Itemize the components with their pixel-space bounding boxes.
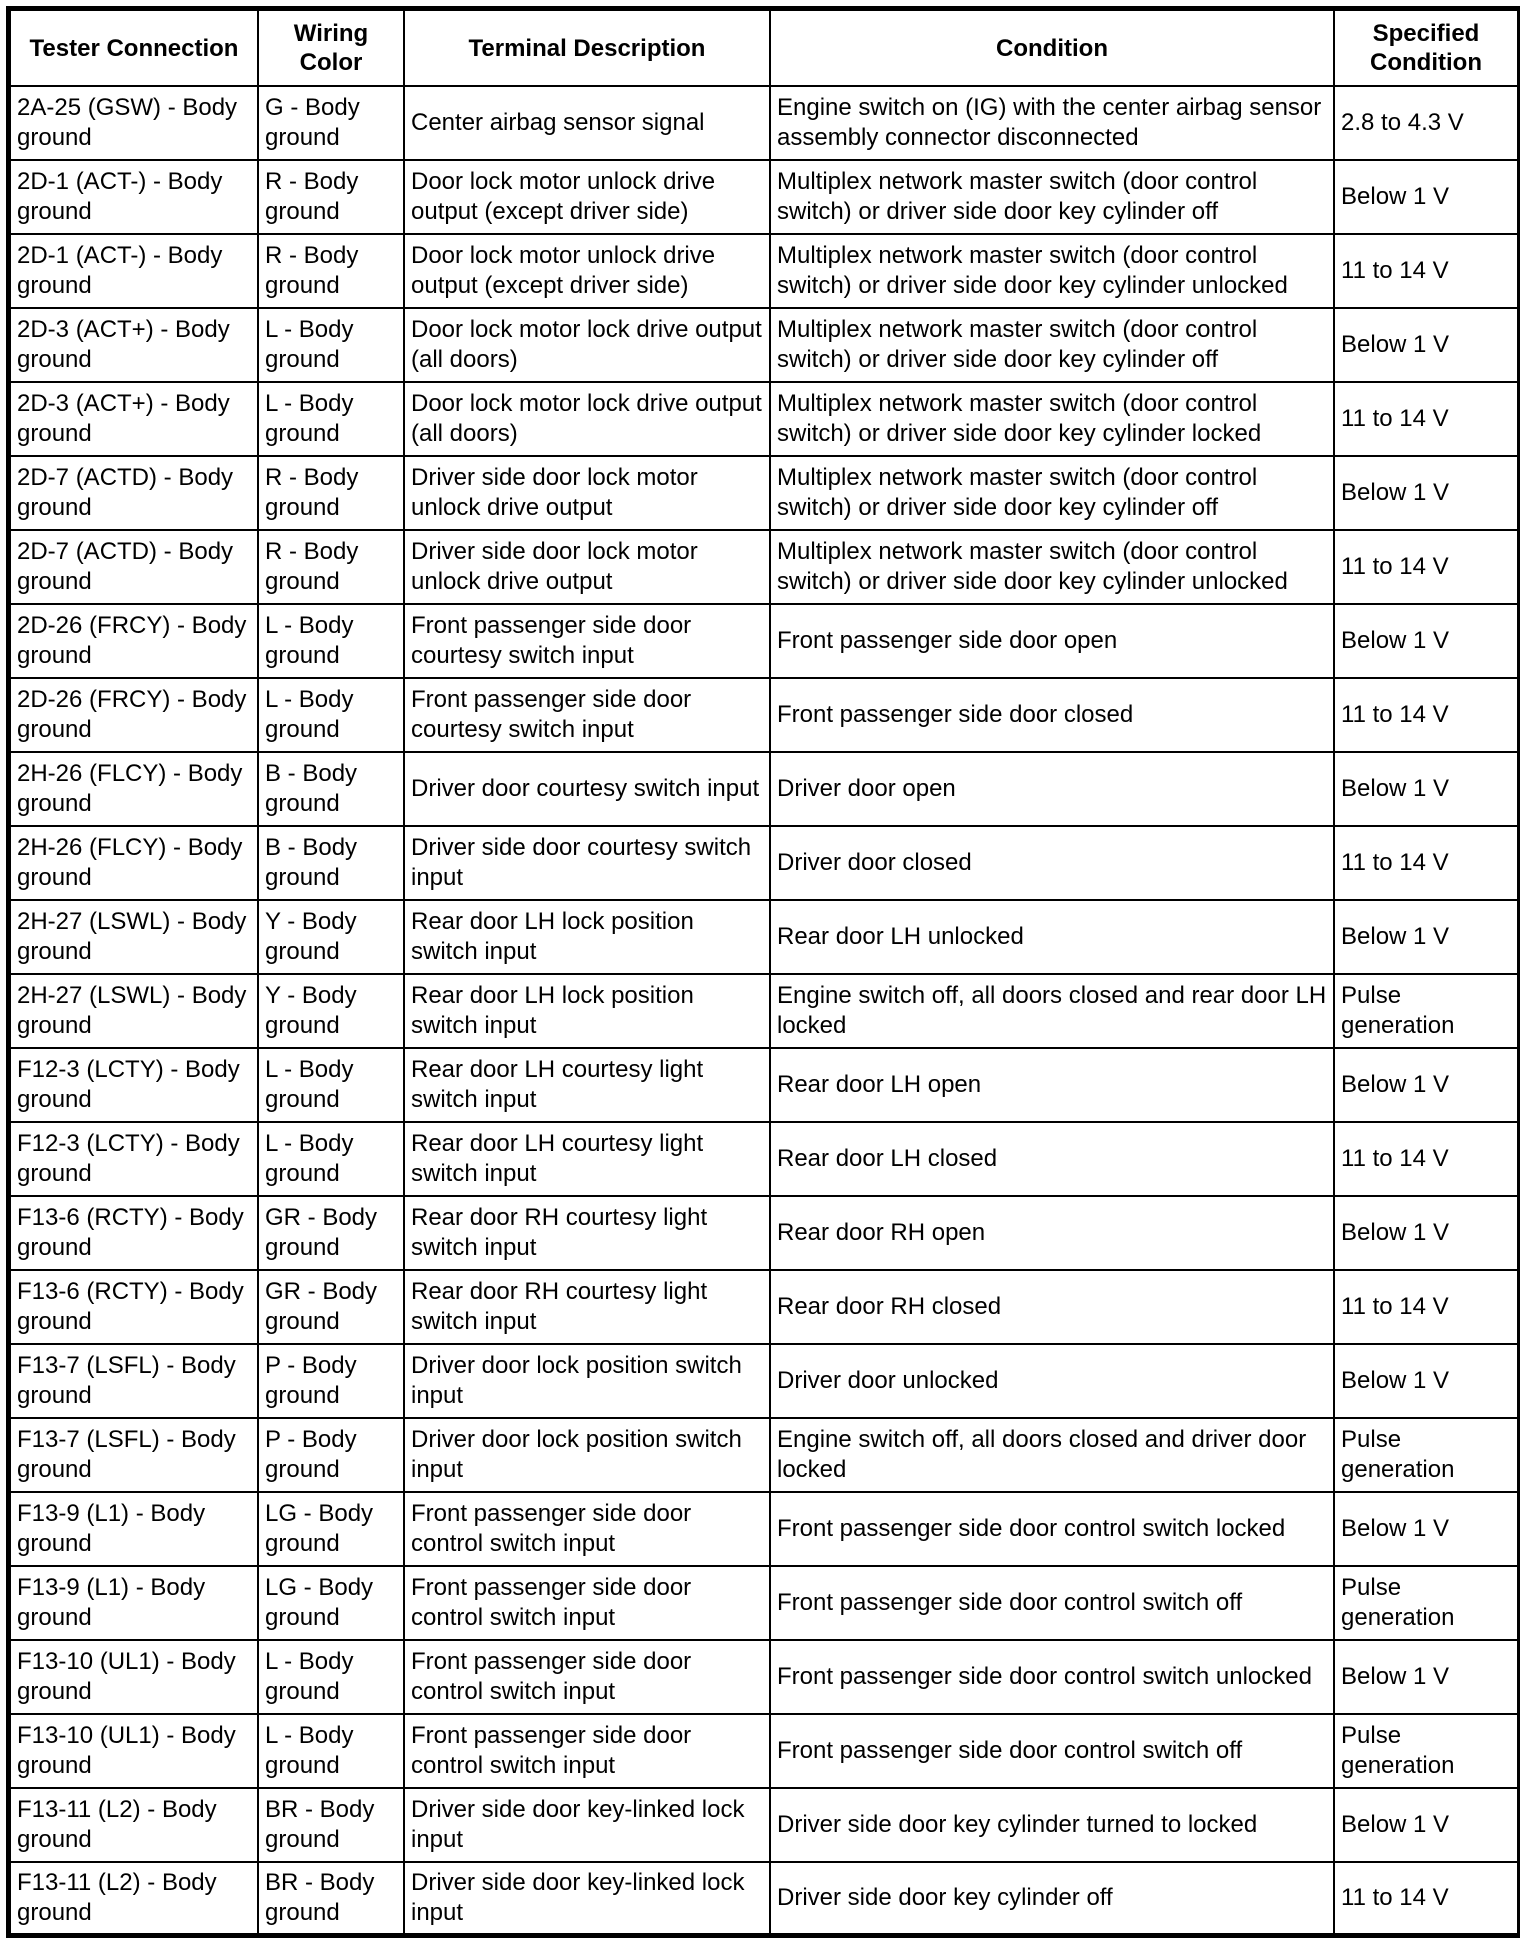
table-row: [10, 160, 1518, 234]
wiring-color-cell: G - Body ground: [258, 86, 404, 160]
condition-cell: Front passenger side door open: [770, 604, 1334, 678]
specified-condition-cell: Below 1 V: [1334, 752, 1518, 826]
specified-condition-cell: 11 to 14 V: [1334, 1122, 1518, 1196]
table-row: [10, 1714, 1518, 1788]
table-row: [10, 1566, 1518, 1640]
specified-condition-cell: Pulse generation: [1334, 1566, 1518, 1640]
condition-cell: Engine switch off, all doors closed and driver door locked: [770, 1418, 1334, 1492]
wiring-color-cell: Y - Body ground: [258, 974, 404, 1048]
terminal-description-cell: Driver side door key-linked lock input: [404, 1788, 770, 1862]
condition-cell: Multiplex network master switch (door control switch) or driver side door key cylinder off: [770, 160, 1334, 234]
wiring-color-cell: BR - Body ground: [258, 1862, 404, 1934]
terminal-description-cell: Driver door lock position switch input: [404, 1344, 770, 1418]
condition-cell: Driver door closed: [770, 826, 1334, 900]
table-row: [10, 1122, 1518, 1196]
terminal-description-cell: Driver side door lock motor unlock drive output: [404, 456, 770, 530]
condition-cell: Rear door RH open: [770, 1196, 1334, 1270]
table-row: [10, 974, 1518, 1048]
specified-condition-cell: Pulse generation: [1334, 1714, 1518, 1788]
terminal-description-cell: Front passenger side door control switch input: [404, 1566, 770, 1640]
tester-connection-cell: F13-9 (L1) - Body ground: [10, 1566, 258, 1640]
terminal-description-cell: Front passenger side door control switch input: [404, 1640, 770, 1714]
tester-connection-cell: F13-10 (UL1) - Body ground: [10, 1714, 258, 1788]
terminal-description-cell: Rear door RH courtesy light switch input: [404, 1196, 770, 1270]
condition-cell: Multiplex network master switch (door control switch) or driver side door key cylinder locked: [770, 382, 1334, 456]
condition-cell: Front passenger side door control switch unlocked: [770, 1640, 1334, 1714]
terminal-description-cell: Driver side door lock motor unlock drive output: [404, 530, 770, 604]
table-row: [10, 1196, 1518, 1270]
specified-condition-cell: 11 to 14 V: [1334, 678, 1518, 752]
tester-connection-cell: F13-6 (RCTY) - Body ground: [10, 1270, 258, 1344]
condition-cell: Rear door LH closed: [770, 1122, 1334, 1196]
specified-condition-cell: Below 1 V: [1334, 1048, 1518, 1122]
wiring-color-cell: L - Body ground: [258, 382, 404, 456]
specified-condition-cell: Below 1 V: [1334, 160, 1518, 234]
specified-condition-cell: Below 1 V: [1334, 1640, 1518, 1714]
condition-cell: Multiplex network master switch (door control switch) or driver side door key cylinder unlocked: [770, 530, 1334, 604]
header-terminal-description: Terminal Description: [404, 10, 770, 86]
wiring-color-cell: B - Body ground: [258, 752, 404, 826]
wiring-color-cell: L - Body ground: [258, 1122, 404, 1196]
wiring-color-cell: R - Body ground: [258, 234, 404, 308]
tester-connection-cell: F12-3 (LCTY) - Body ground: [10, 1048, 258, 1122]
tester-connection-cell: F13-10 (UL1) - Body ground: [10, 1640, 258, 1714]
table-frame: [6, 6, 1520, 1938]
table-row: [10, 604, 1518, 678]
terminal-description-cell: Front passenger side door control switch input: [404, 1714, 770, 1788]
wiring-color-cell: LG - Body ground: [258, 1492, 404, 1566]
tester-connection-cell: 2A-25 (GSW) - Body ground: [10, 86, 258, 160]
specified-condition-cell: 11 to 14 V: [1334, 1270, 1518, 1344]
condition-cell: Multiplex network master switch (door control switch) or driver side door key cylinder unlocked: [770, 234, 1334, 308]
tester-connection-cell: 2D-7 (ACTD) - Body ground: [10, 456, 258, 530]
table-row: [10, 1640, 1518, 1714]
table-row: [10, 86, 1518, 160]
terminal-description-cell: Driver side door key-linked lock input: [404, 1862, 770, 1934]
tester-connection-cell: 2H-26 (FLCY) - Body ground: [10, 752, 258, 826]
terminal-description-cell: Rear door LH lock position switch input: [404, 974, 770, 1048]
table-row: [10, 1418, 1518, 1492]
tester-connection-cell: 2H-26 (FLCY) - Body ground: [10, 826, 258, 900]
tester-connection-cell: F13-6 (RCTY) - Body ground: [10, 1196, 258, 1270]
specified-condition-cell: Below 1 V: [1334, 1344, 1518, 1418]
condition-cell: Front passenger side door control switch off: [770, 1566, 1334, 1640]
tester-connection-cell: 2D-7 (ACTD) - Body ground: [10, 530, 258, 604]
tester-connection-cell: 2D-26 (FRCY) - Body ground: [10, 604, 258, 678]
table-body: [10, 86, 1518, 1934]
wiring-color-cell: B - Body ground: [258, 826, 404, 900]
specified-condition-cell: 11 to 14 V: [1334, 826, 1518, 900]
table-row: [10, 752, 1518, 826]
specified-condition-cell: Below 1 V: [1334, 308, 1518, 382]
condition-cell: Front passenger side door control switch off: [770, 1714, 1334, 1788]
wiring-color-cell: R - Body ground: [258, 530, 404, 604]
tester-connection-cell: 2D-3 (ACT+) - Body ground: [10, 308, 258, 382]
specified-condition-cell: 11 to 14 V: [1334, 234, 1518, 308]
table-row: [10, 530, 1518, 604]
terminal-description-cell: Rear door LH lock position switch input: [404, 900, 770, 974]
specified-condition-cell: Below 1 V: [1334, 604, 1518, 678]
terminal-description-cell: Door lock motor unlock drive output (except driver side): [404, 160, 770, 234]
terminal-description-cell: Front passenger side door courtesy switch input: [404, 678, 770, 752]
condition-cell: Engine switch on (IG) with the center airbag sensor assembly connector disconnected: [770, 86, 1334, 160]
wiring-color-cell: L - Body ground: [258, 1640, 404, 1714]
condition-cell: Driver door unlocked: [770, 1344, 1334, 1418]
wiring-color-cell: P - Body ground: [258, 1344, 404, 1418]
table-row: [10, 826, 1518, 900]
specified-condition-cell: 2.8 to 4.3 V: [1334, 86, 1518, 160]
terminal-description-cell: Door lock motor lock drive output (all doors): [404, 382, 770, 456]
header-row: [10, 10, 1518, 86]
wiring-color-cell: LG - Body ground: [258, 1566, 404, 1640]
table-row: [10, 1344, 1518, 1418]
terminal-description-cell: Driver door lock position switch input: [404, 1418, 770, 1492]
tester-connection-cell: 2D-1 (ACT-) - Body ground: [10, 160, 258, 234]
tester-connection-cell: F13-11 (L2) - Body ground: [10, 1788, 258, 1862]
terminal-description-cell: Rear door LH courtesy light switch input: [404, 1122, 770, 1196]
condition-cell: Rear door LH unlocked: [770, 900, 1334, 974]
terminal-description-cell: Door lock motor unlock drive output (except driver side): [404, 234, 770, 308]
specified-condition-cell: Pulse generation: [1334, 974, 1518, 1048]
terminal-description-cell: Center airbag sensor signal: [404, 86, 770, 160]
terminal-description-cell: Door lock motor lock drive output (all doors): [404, 308, 770, 382]
condition-cell: Rear door LH open: [770, 1048, 1334, 1122]
table-row: [10, 456, 1518, 530]
tester-connection-cell: F13-9 (L1) - Body ground: [10, 1492, 258, 1566]
specified-condition-cell: 11 to 14 V: [1334, 1862, 1518, 1934]
wiring-color-cell: L - Body ground: [258, 678, 404, 752]
wiring-color-cell: BR - Body ground: [258, 1788, 404, 1862]
condition-cell: Driver door open: [770, 752, 1334, 826]
specified-condition-cell: 11 to 14 V: [1334, 382, 1518, 456]
condition-cell: Multiplex network master switch (door control switch) or driver side door key cylinder off: [770, 456, 1334, 530]
terminal-description-cell: Front passenger side door control switch input: [404, 1492, 770, 1566]
condition-cell: Front passenger side door control switch locked: [770, 1492, 1334, 1566]
tester-connection-cell: 2D-26 (FRCY) - Body ground: [10, 678, 258, 752]
header-wiring-color: Wiring Color: [258, 10, 404, 86]
tester-connection-cell: F12-3 (LCTY) - Body ground: [10, 1122, 258, 1196]
terminal-description-cell: Rear door LH courtesy light switch input: [404, 1048, 770, 1122]
table-row: [10, 382, 1518, 456]
wiring-color-cell: L - Body ground: [258, 1714, 404, 1788]
spec-sheet: [6, 6, 1520, 1943]
wiring-color-cell: GR - Body ground: [258, 1270, 404, 1344]
specified-condition-cell: Below 1 V: [1334, 1196, 1518, 1270]
specified-condition-cell: 11 to 14 V: [1334, 530, 1518, 604]
tester-connection-cell: 2H-27 (LSWL) - Body ground: [10, 900, 258, 974]
table-row: [10, 234, 1518, 308]
wiring-color-cell: GR - Body ground: [258, 1196, 404, 1270]
wiring-color-cell: L - Body ground: [258, 604, 404, 678]
condition-cell: Multiplex network master switch (door control switch) or driver side door key cylinder off: [770, 308, 1334, 382]
table-row: [10, 900, 1518, 974]
condition-cell: Driver side door key cylinder off: [770, 1862, 1334, 1934]
specified-condition-cell: Below 1 V: [1334, 456, 1518, 530]
table-row: [10, 1270, 1518, 1344]
table-row: [10, 678, 1518, 752]
tester-connection-cell: 2H-27 (LSWL) - Body ground: [10, 974, 258, 1048]
wiring-color-cell: L - Body ground: [258, 308, 404, 382]
tester-connection-cell: F13-7 (LSFL) - Body ground: [10, 1418, 258, 1492]
wiring-color-cell: Y - Body ground: [258, 900, 404, 974]
header-specified-condition: Specified Condition: [1334, 10, 1518, 86]
tester-connection-cell: 2D-1 (ACT-) - Body ground: [10, 234, 258, 308]
wiring-color-cell: R - Body ground: [258, 456, 404, 530]
tester-connection-cell: 2D-3 (ACT+) - Body ground: [10, 382, 258, 456]
condition-cell: Engine switch off, all doors closed and rear door LH locked: [770, 974, 1334, 1048]
condition-cell: Front passenger side door closed: [770, 678, 1334, 752]
specified-condition-cell: Below 1 V: [1334, 900, 1518, 974]
terminal-description-cell: Driver door courtesy switch input: [404, 752, 770, 826]
table-row: [10, 1788, 1518, 1862]
table-row: [10, 1862, 1518, 1934]
tester-connection-cell: F13-7 (LSFL) - Body ground: [10, 1344, 258, 1418]
terminal-description-cell: Front passenger side door courtesy switch input: [404, 604, 770, 678]
condition-cell: Rear door RH closed: [770, 1270, 1334, 1344]
table-row: [10, 1492, 1518, 1566]
terminal-spec-table: [9, 9, 1519, 1935]
header-condition: Condition: [770, 10, 1334, 86]
condition-cell: Driver side door key cylinder turned to locked: [770, 1788, 1334, 1862]
wiring-color-cell: P - Body ground: [258, 1418, 404, 1492]
wiring-color-cell: L - Body ground: [258, 1048, 404, 1122]
table-row: [10, 1048, 1518, 1122]
specified-condition-cell: Pulse generation: [1334, 1418, 1518, 1492]
terminal-description-cell: Rear door RH courtesy light switch input: [404, 1270, 770, 1344]
tester-connection-cell: F13-11 (L2) - Body ground: [10, 1862, 258, 1934]
wiring-color-cell: R - Body ground: [258, 160, 404, 234]
table-row: [10, 308, 1518, 382]
terminal-description-cell: Driver side door courtesy switch input: [404, 826, 770, 900]
header-tester-connection: Tester Connection: [10, 10, 258, 86]
specified-condition-cell: Below 1 V: [1334, 1788, 1518, 1862]
specified-condition-cell: Below 1 V: [1334, 1492, 1518, 1566]
